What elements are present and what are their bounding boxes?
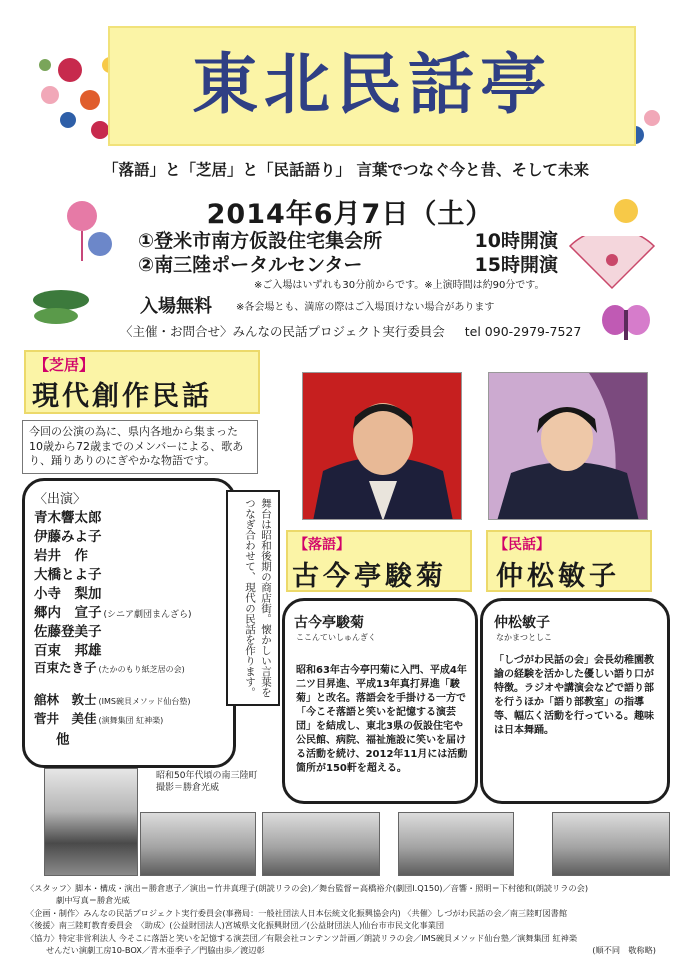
venue-2-name: ②南三陸ポータルセンター [138, 254, 363, 276]
credits-line: せんだい演劇工房10-BOX／青木亜季子／門脇由歩／渡辺彰 [46, 945, 265, 956]
cast-member: 小寺 梨加 [34, 586, 102, 602]
cast-member: 百束 邦雄 [34, 643, 102, 659]
credits-line: 劇中写真＝勝倉光威 [56, 895, 130, 906]
minwa-tag: 【民話】 [494, 537, 550, 553]
credits-line: 〈後援〉南三陸町教育委員会 〈助成〉(公益財団法人)宮城県文化振興財団／(公益財団法人)仙台市市民文化事業団 [26, 920, 445, 931]
minwa-profile-name: 仲松敏子 [494, 615, 550, 631]
old-photo [44, 768, 138, 876]
organizer-tel: tel 090-2979-7527 [464, 324, 582, 339]
rakugo-profile-bio: 昭和63年古今亭円菊に入門、平成4年二ツ目昇進、平成13年真打昇進「駿菊」と改名。落語会を手掛ける一方で「今こそ落語と笑いを記憶する演芸団」を結成し、東北3県の仮設住宅や公民館、病院、福祉施設に笑いを届ける活動を続け、2012年11月には活動箇所が150軒を超える。 [296, 665, 468, 774]
venue-1-time: 10時開演 [474, 230, 558, 252]
credits-line: 〈協力〉特定非営利法人 今そこに落語と笑いを記憶する演芸団／有限会社コンテンツ計画／朗読リラの会／IMS碗貝メソッド仙台塾／演舞集団 紅神楽 [26, 932, 578, 943]
cast-member: 他 [56, 732, 70, 748]
cast-affiliation: (たかのもり紙芝居の会) [98, 665, 185, 674]
minwa-profile-kana: なかまつとしこ [496, 633, 552, 642]
organizer: 〈主催・お問合せ〉みんなの民話プロジェクト実行委員会 [120, 324, 445, 339]
old-photo [552, 812, 670, 876]
venue-1-name: ①登米市南方仮設住宅集会所 [138, 230, 383, 252]
cast-affiliation: (演舞集団 紅神楽) [98, 716, 164, 725]
temari-ball-decoration [62, 196, 122, 266]
cast-member: 菅井 美佳 (演舞集団 紅神楽) [34, 711, 164, 726]
cast-affiliation: (シニア劇団まんざら) [103, 610, 192, 620]
venue-2-time: 15時開演 [474, 254, 558, 276]
old-photos-title: 昭和50年代頃の南三陸町 [156, 771, 258, 781]
credits [26, 882, 676, 957]
times-note: ※ご入場はいずれも30分前からです。※上演時間は約90分です。 [254, 280, 545, 291]
cast-member: 百束たき子 (たかのもり紙芝居の会) [34, 660, 185, 675]
cast-member: 岩井 作 [34, 548, 88, 564]
cast-member: 舘林 敦士 (IMS碗貝メソッド仙台塾) [34, 692, 191, 707]
old-photo [398, 812, 514, 876]
cast-member: 佐藤登美子 [34, 624, 102, 640]
rakugo-profile-kana: ここんていしゅんぎく [296, 633, 376, 642]
cast-member: 伊藤みよ子 [34, 529, 102, 545]
shibai-tag: 【芝居】 [34, 356, 95, 374]
butterfly-decoration [600, 302, 652, 346]
minwa-profile-bio: 「しづがわ民話の会」会長幼稚園教諭の経験を活かした優しい語り口が特徴。ラジオや講演会などで語り部を行うほか「語り部教室」の指導等、幅広く活動を行っている。趣味は日本舞踊。 [494, 655, 654, 736]
credits-line: 〈スタッフ〉脚本・構成・演出＝勝倉恵子／演出＝竹井真理子(朗読リラの会)／舞台監督＝高橋裕介(劇団I.Q150)／音響・照明＝下村徳和(朗読リラの会) [26, 883, 589, 893]
old-photos-credit: 撮影＝勝倉光威 [156, 783, 220, 793]
subtitle: 「落語」と「芝居」と「民話語り」 言葉でつなぐ今と昔、そして未来 [103, 161, 589, 179]
page-title: 東北民話亭 [192, 46, 552, 123]
shibai-vertical-note: 舞台は昭和後期の商店街。懐かしい言葉をつなぎ合わせて、現代の民話を作ります。 [226, 490, 280, 706]
venue-2 [138, 250, 558, 277]
credits-line: (順不同 敬称略) [592, 945, 656, 956]
minwa-performer-name: 仲松敏子 [496, 561, 620, 592]
venue-1 [138, 226, 558, 253]
event-date: 2014年6月7日（土） [206, 199, 494, 230]
flower-decoration-right [606, 196, 646, 226]
admission-note: ※各会場とも、満席の際はご入場頂けない場合があります [236, 302, 495, 313]
shibai-description: 今回の公演の為に、県内各地から集まった10歳から72歳までのメンバーによる、歌あり、踊りありのにぎやかな物語です。 [22, 420, 258, 474]
fan-decoration [566, 236, 658, 292]
pine-decoration [26, 280, 96, 330]
rakugo-performer-name: 古今亭駿菊 [292, 561, 447, 592]
old-photo [140, 812, 256, 876]
shibai-title: 現代創作民話 [32, 381, 212, 412]
cast-member: 青木響太郎 [34, 510, 102, 526]
rakugo-tag: 【落語】 [294, 537, 350, 553]
cast-member: 大橋とよ子 [34, 567, 102, 583]
rakugo-performer-photo [302, 372, 462, 520]
credits-line: 〈企画・制作〉みんなの民話プロジェクト実行委員会(事務局：一般社団法人日本伝統文化振興協会内) 〈共催〉しづがわ民話の会／南三陸町図書館 [26, 907, 568, 918]
minwa-performer-photo [488, 372, 648, 520]
cast-member: 郷内 宣子 (シニア劇団まんざら) [34, 605, 192, 621]
cast-heading: 〈出演〉 [34, 492, 87, 507]
rakugo-profile-name: 古今亭駿菊 [294, 615, 364, 631]
admission-label: 入場無料 [140, 296, 212, 317]
cast-affiliation: (IMS碗貝メソッド仙台塾) [98, 697, 191, 706]
organizer-line [120, 322, 581, 340]
old-photos-caption [156, 770, 257, 794]
old-photo [262, 812, 380, 876]
